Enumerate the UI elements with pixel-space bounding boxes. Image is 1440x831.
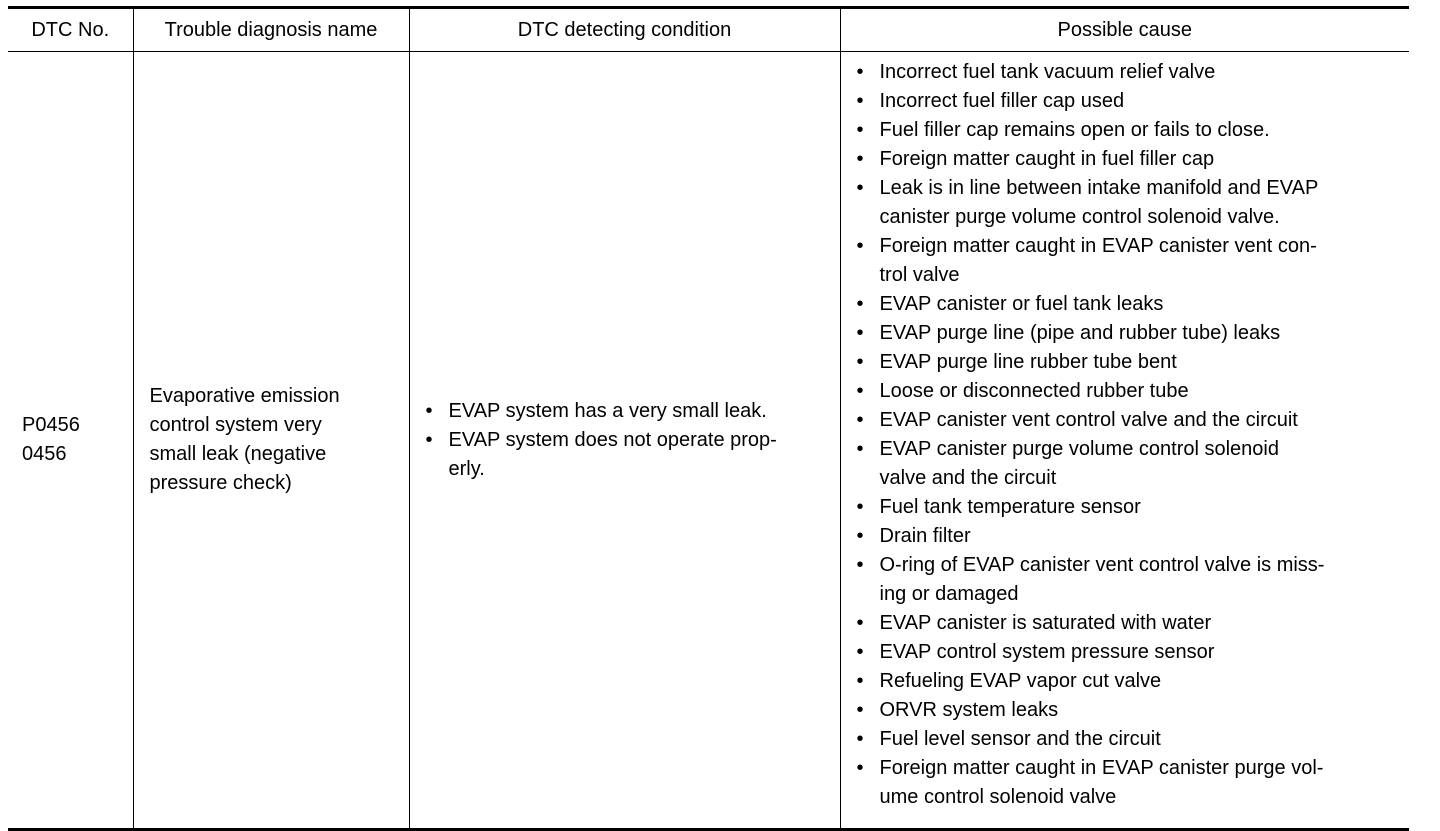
possible-cause-item-text: Incorrect fuel tank vacuum relief valve: [879, 61, 1216, 83]
bullet-icon: •: [856, 380, 864, 402]
detecting-condition-item: [424, 426, 834, 484]
possible-cause-item-text: EVAP control system pressure sensor: [879, 641, 1215, 663]
possible-cause-item-text: Foreign matter caught in fuel filler cap: [879, 148, 1215, 170]
bullet-icon: •: [856, 235, 864, 257]
dtc-number-cell: [8, 52, 133, 830]
detecting-condition-cell: [409, 52, 840, 830]
bullet-icon: •: [856, 612, 864, 634]
bullet-icon: •: [856, 554, 864, 576]
bullet-icon: •: [856, 119, 864, 141]
possible-cause-item-text: Foreign matter caught in EVAP canister vent con-: [879, 235, 1317, 257]
possible-cause-item-text: Leak is in line between intake manifold and EVAP: [879, 177, 1319, 199]
possible-cause-item-text: O-ring of EVAP canister vent control valve is miss-: [879, 554, 1325, 576]
possible-cause-item-text: EVAP canister vent control valve and the circuit: [879, 409, 1298, 431]
detecting-condition-item: [424, 397, 834, 426]
bullet-icon: •: [425, 428, 433, 451]
bullet-icon: •: [856, 148, 864, 170]
possible-cause-item-text: ing or damaged: [879, 583, 1019, 605]
possible-cause-item-text: Incorrect fuel filler cap used: [879, 90, 1125, 112]
bullet-icon: •: [856, 409, 864, 431]
bullet-icon: •: [856, 757, 864, 779]
bullet-icon: •: [856, 61, 864, 83]
possible-cause-item: [855, 58, 1404, 87]
diagnosis-name-line: control system very: [149, 414, 322, 436]
possible-cause-item: [855, 406, 1404, 435]
header-trouble-diagnosis-name: Trouble diagnosis name: [133, 8, 409, 52]
bullet-icon: •: [856, 525, 864, 547]
possible-cause-item-text: ume control solenoid valve: [879, 786, 1117, 808]
possible-cause-item: [855, 551, 1404, 609]
bullet-icon: •: [856, 322, 864, 344]
bullet-icon: •: [856, 177, 864, 199]
possible-cause-item: [855, 145, 1404, 174]
possible-cause-item: [855, 232, 1404, 290]
dtc-code: 0456: [22, 443, 67, 465]
possible-cause-item-text: Fuel tank temperature sensor: [879, 496, 1141, 518]
possible-cause-item: [855, 290, 1404, 319]
detecting-condition-item-text: erly.: [448, 457, 485, 480]
possible-cause-item: [855, 435, 1404, 493]
possible-cause-item: [855, 493, 1404, 522]
possible-cause-item: [855, 87, 1404, 116]
possible-cause-item-text: trol valve: [879, 264, 960, 286]
detecting-condition-item-text: EVAP system has a very small leak.: [448, 399, 767, 422]
bullet-icon: •: [856, 670, 864, 692]
possible-cause-item: [855, 638, 1404, 667]
possible-cause-item-text: EVAP purge line (pipe and rubber tube) leaks: [879, 322, 1281, 344]
possible-cause-item: [855, 754, 1404, 812]
detecting-condition-list: [424, 397, 834, 484]
bullet-icon: •: [856, 90, 864, 112]
possible-cause-item: [855, 609, 1404, 638]
bullet-icon: •: [856, 293, 864, 315]
bullet-icon: •: [856, 438, 864, 460]
possible-cause-item-text: ORVR system leaks: [879, 699, 1059, 721]
header-possible-cause: Possible cause: [840, 8, 1409, 52]
possible-cause-item-text: valve and the circuit: [879, 467, 1057, 489]
possible-cause-item-text: Fuel filler cap remains open or fails to close.: [879, 119, 1270, 141]
diagnosis-name-line: Evaporative emission: [149, 385, 340, 407]
bullet-icon: •: [856, 496, 864, 518]
possible-cause-item: [855, 174, 1404, 232]
possible-cause-item-text: EVAP canister purge volume control solenoid: [879, 438, 1279, 460]
possible-cause-item: [855, 116, 1404, 145]
possible-cause-item: [855, 725, 1404, 754]
header-dtc-detecting-condition: DTC detecting condition: [409, 8, 840, 52]
possible-cause-item-text: EVAP purge line rubber tube bent: [879, 351, 1177, 373]
detecting-condition-item-text: EVAP system does not operate prop-: [448, 428, 777, 451]
possible-cause-item-text: Fuel level sensor and the circuit: [879, 728, 1161, 750]
possible-cause-item-text: Loose or disconnected rubber tube: [879, 380, 1189, 402]
possible-cause-item: [855, 319, 1404, 348]
bullet-icon: •: [856, 641, 864, 663]
possible-cause-item: [855, 696, 1404, 725]
header-dtc-no: DTC No.: [8, 8, 133, 52]
bullet-icon: •: [856, 699, 864, 721]
possible-cause-item: [855, 522, 1404, 551]
possible-cause-item-text: canister purge volume control solenoid valve.: [879, 206, 1280, 228]
possible-cause-item-text: EVAP canister or fuel tank leaks: [879, 293, 1164, 315]
dtc-code: P0456: [22, 414, 80, 436]
possible-cause-list: [855, 58, 1404, 812]
bullet-icon: •: [425, 399, 433, 422]
possible-cause-item: [855, 348, 1404, 377]
possible-cause-item-text: Drain filter: [879, 525, 971, 547]
diagnosis-name-line: small leak (negative: [149, 443, 327, 465]
possible-cause-item: [855, 667, 1404, 696]
possible-cause-item-text: Foreign matter caught in EVAP canister purge vol-: [879, 757, 1324, 779]
dtc-table: [8, 6, 1409, 831]
bullet-icon: •: [856, 728, 864, 750]
dtc-table-container: [8, 6, 1409, 831]
diagnosis-name-line: pressure check): [149, 472, 292, 494]
possible-cause-item: [855, 377, 1404, 406]
table-row: [8, 52, 1409, 830]
diagnosis-name-cell: [133, 52, 409, 830]
possible-cause-item-text: Refueling EVAP vapor cut valve: [879, 670, 1162, 692]
possible-cause-cell: [840, 52, 1409, 830]
table-header-row: [8, 8, 1409, 52]
bullet-icon: •: [856, 351, 864, 373]
possible-cause-item-text: EVAP canister is saturated with water: [879, 612, 1212, 634]
